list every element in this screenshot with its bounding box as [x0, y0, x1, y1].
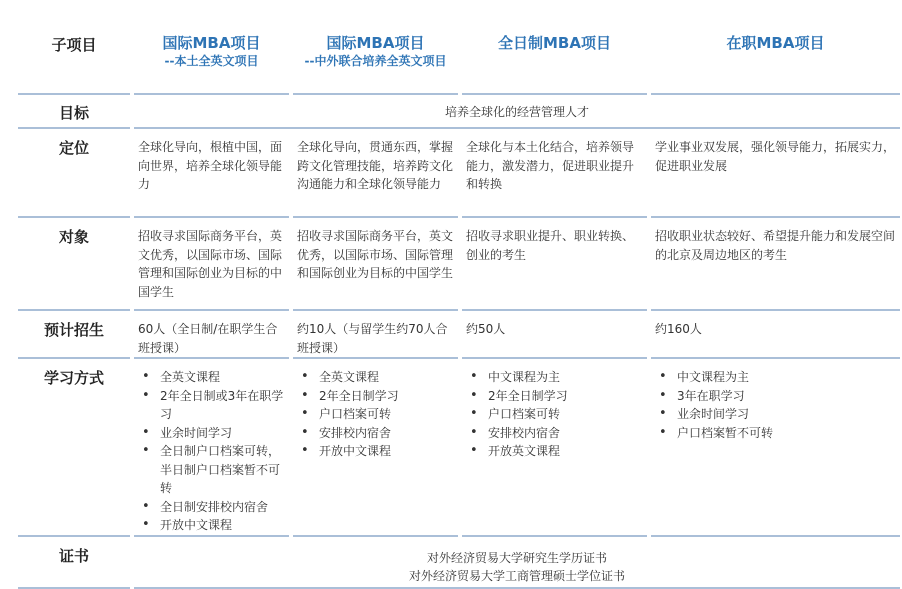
column-title: 在职MBA项目 [726, 34, 825, 52]
study-mode-list [138, 368, 285, 535]
certificate-line: 对外经济贸易大学工商管理硕士学位证书 [408, 569, 625, 583]
header-row [18, 0, 900, 95]
positioning-cell: 学业事业双发展，强化领导能力，拓展实力，促进职业发展 [651, 129, 900, 218]
positioning-cell: 全球化与本土化结合，培养领导能力，激发潜力，促进职业提升和转换 [462, 129, 647, 218]
list-item: • 中文课程为主 [655, 368, 896, 387]
list-item: • 2年全日制或3年在职学习 [138, 387, 285, 424]
study-mode-list [466, 368, 643, 461]
column-header-parttime-mba [651, 0, 900, 95]
list-item: • 3年在职学习 [655, 387, 896, 406]
column-header-intl-mba-joint [293, 0, 458, 95]
target-cell: 招收职业状态较好、希望提升能力和发展空间的北京及周边地区的考生 [651, 218, 900, 311]
column-header-intl-mba-local [134, 0, 289, 95]
study-mode-cell [462, 359, 647, 537]
goal-text: 培养全球化的经营管理人才 [134, 95, 900, 129]
certificate-text [134, 537, 900, 589]
list-item: • 开放中文课程 [138, 516, 285, 535]
list-item: • 户口档案可转 [297, 405, 454, 424]
list-item: • 业余时间学习 [655, 405, 896, 424]
target-cell: 招收寻求职业提升、职业转换、创业的考生 [462, 218, 647, 311]
list-item: • 安排校内宿舍 [466, 424, 643, 443]
goal-row [18, 95, 900, 129]
list-item: • 安排校内宿舍 [297, 424, 454, 443]
mba-program-comparison-table [14, 0, 902, 589]
column-title: 国际MBA项目 [326, 34, 425, 52]
column-header-fulltime-mba [462, 0, 647, 95]
list-item: • 2年全日制学习 [466, 387, 643, 406]
certificate-line: 对外经济贸易大学研究生学历证书 [426, 550, 607, 565]
list-item: • 全日制户口档案可转，半日制户口档案暂不可转 [138, 442, 285, 498]
target-label: 对象 [18, 218, 130, 311]
study-mode-list [297, 368, 454, 461]
list-item: • 开放中文课程 [297, 442, 454, 461]
positioning-row [18, 129, 900, 218]
study-mode-label: 学习方式 [18, 359, 130, 537]
study-mode-cell [651, 359, 900, 537]
list-item: • 中文课程为主 [466, 368, 643, 387]
list-item: • 户口档案暂不可转 [655, 424, 896, 443]
certificate-label: 证书 [18, 537, 130, 589]
enrollment-cell: 约10人（与留学生约70人合班授课） [293, 311, 458, 359]
study-mode-cell [134, 359, 289, 537]
target-cell: 招收寻求国际商务平台，英文优秀，以国际市场、国际管理和国际创业为目标的中国学生 [293, 218, 458, 311]
header-row-label: 子项目 [18, 0, 130, 95]
study-mode-list [655, 368, 896, 442]
list-item: • 开放英文课程 [466, 442, 643, 461]
list-item: • 全英文课程 [138, 368, 285, 387]
list-item: • 业余时间学习 [138, 424, 285, 443]
list-item: • 全日制安排校内宿舍 [138, 498, 285, 517]
enrollment-row [18, 311, 900, 359]
target-cell: 招收寻求国际商务平台，英文优秀，以国际市场、国际管理和国际创业为目标的中国学生 [134, 218, 289, 311]
positioning-label: 定位 [18, 129, 130, 218]
list-item: • 全英文课程 [297, 368, 454, 387]
study-mode-cell [293, 359, 458, 537]
list-item: • 户口档案可转 [466, 405, 643, 424]
enrollment-cell: 约160人 [651, 311, 900, 359]
study-mode-row [18, 359, 900, 537]
goal-label: 目标 [18, 95, 130, 129]
list-item: • 2年全日制学习 [297, 387, 454, 406]
certificate-row [18, 537, 900, 589]
target-row [18, 218, 900, 311]
column-subtitle: --本土全英文项目 [164, 54, 259, 68]
enrollment-label: 预计招生 [18, 311, 130, 359]
positioning-cell: 全球化导向，根植中国，面向世界，培养全球化领导能力 [134, 129, 289, 218]
positioning-cell: 全球化导向，贯通东西，掌握跨文化管理技能，培养跨文化沟通能力和全球化领导能力 [293, 129, 458, 218]
enrollment-cell: 60人（全日制/在职学生合班授课） [134, 311, 289, 359]
column-title: 全日制MBA项目 [498, 34, 611, 52]
column-subtitle: --中外联合培养全英文项目 [304, 54, 447, 68]
column-title: 国际MBA项目 [162, 34, 261, 52]
enrollment-cell: 约50人 [462, 311, 647, 359]
